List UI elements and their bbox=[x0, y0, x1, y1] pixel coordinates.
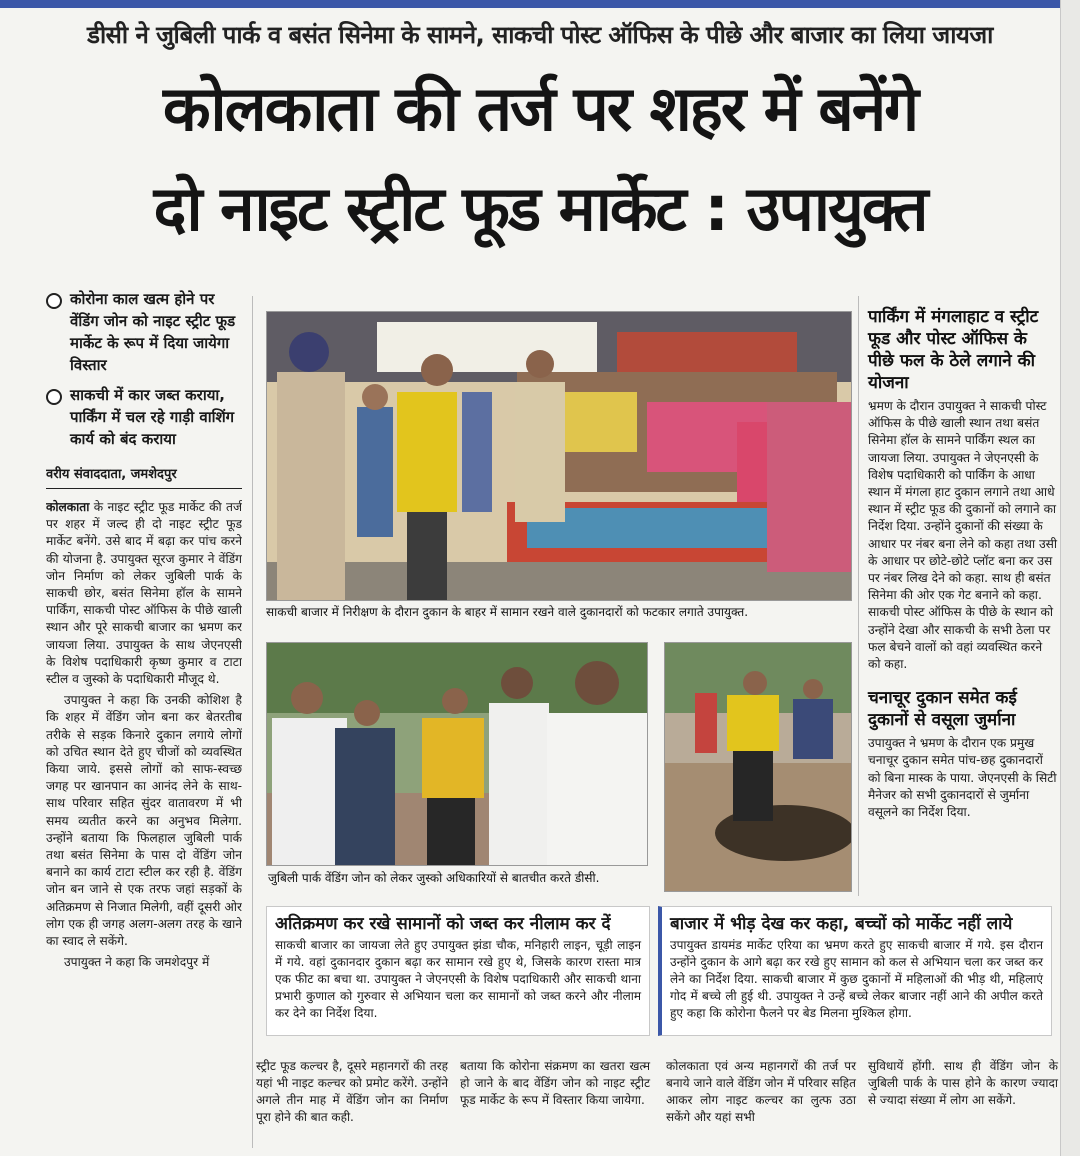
box-title: बाजार में भीड़ देख कर कहा, बच्चों को मार्केट नहीं लाये bbox=[670, 914, 1013, 934]
bullet-text: कोरोना काल खत्म होने पर वेंडिंग जोन को नाइट स्ट्रीट फूड मार्केट के रूप में दिया जायेगा विस्तार bbox=[70, 290, 236, 374]
photo-caption: जुबिली पार्क वेंडिंग जोन को लेकर जुस्को अधिकारियों से बातचीत करते डीसी. bbox=[268, 871, 600, 885]
box-title: अतिक्रमण कर रखे सामानों को जब्त कर नीलाम कर दें bbox=[275, 914, 611, 934]
bullet-circle-icon bbox=[46, 293, 62, 309]
sidebar-paragraph: भ्रमण के दौरान उपायुक्त ने साकची पोस्ट ऑफिस के पीछे खाली स्थान तथा बसंत सिनेमा हॉल के सामने पार्किंग स्थल का जायजा लिया. उपायुक्त ने जेएनएसी के विशेष पदाधिकारी को पार्किंग के आधा स्थान में मंगला हाट दुकान लगाने तथा आधे स्थान में स्ट्रीट फूड की दुकानों को लगाने का निर्देश दिया. उन्होंने दुकानों की संख्या के आधार पर नंबर बना लेने को कहा तथा उसी के आधार पर छोटे-छोटे प्लॉट बना कर उस पर नंबर लिख देने को कहा. साथ ही बसंत सिनेमा की ओर एक गेट बनाने को कहा. साकची पोस्ट ऑफिस के पीछे के स्थान को उन्होंने देखा और साकची के सभी ठेला पर फल बेचने वालों को वहां व्यवस्थित करने को कहा. bbox=[868, 399, 1058, 672]
paragraph-text: के नाइट स्ट्रीट फूड मार्केट की तर्ज पर शहर में जल्द ही दो नाइट स्ट्रीट फूड मार्केट बनेंगे. उसे बाद में बढ़ा कर पांच करने की योजना है. उपायुक्त सूरज कुमार ने वेंडिंग जोन निर्माण को लेकर जुबिली पार्क के साकची छोर, बसंत सिनेमा हॉल के सामने पार्किंग, साकची पोस्ट ऑफिस के पीछे खाली स्थान और पूरे साकची बाजार का भ्रमण कर जायजा लिया. उपायुक्त के साथ जेएनएसी के विशेष पदाधिकारी कृष्ण कुमार व टाटा स्टील व जुस्को के पदाधिकारी मौजूद थे. bbox=[46, 500, 242, 687]
photo-market-inspection bbox=[266, 311, 852, 601]
bullet-text: साकची में कार जब्त कराया, पार्किंग में चल रहे गाड़ी वाशिंग कार्य को बंद कराया bbox=[70, 386, 235, 448]
left-column bbox=[46, 288, 242, 1148]
right-sidebar bbox=[868, 306, 1058, 821]
sidebar-paragraph: उपायुक्त ने भ्रमण के दौरान एक प्रमुख चनाचूर दुकान समेत पांच-छह दुकानदारों को बिना मास्क के पाया. जेएनएसी के सिटी मैनेजर को सभी दुकानदारों से जुर्माना वसूलने का निर्देश दिया. bbox=[868, 736, 1057, 820]
sidebar-subheading: पार्किंग में मंगलाहाट व स्ट्रीट फूड और पोस्ट ऑफिस के पीछे फल के ठेले लगाने की योजना bbox=[868, 307, 1039, 393]
article-paragraph: उपायुक्त ने कहा कि उनकी कोशिश है कि शहर में वेंडिंग जोन बना कर बेतरतीब तरीके से सड़क किनारे दुकान लगाये लोगों को उचित स्थान देते हुए चीजों को व्यवस्थित किया जाये. इससे लोगों को साफ-स्वच्छ जगह पर खानपान का आनंद लेने के साथ-साथ परिवार सहित सुंदर वातावरण में भी समय व्यतीत करने का अनुभव मिलेगा. उन्होंने बताया कि फिलहाल जुबिली पार्क तथा बसंत सिनेमा के पास दो वेंडिंग जोन बनाने का कार्य टाटा स्टील कर रही है. वेंडिंग जोन बन जाने से एक तरफ जहां सड़कों के अतिक्रमण से निजात मिलेगी, वहीं दूसरी ओर लोग एक ही जगह अलग-अलग तरह के खाने का स्वाद ले सकेंगे. bbox=[46, 693, 242, 949]
article-paragraph bbox=[46, 499, 242, 688]
lead-word: कोलकाता bbox=[46, 500, 90, 514]
bullet-circle-icon bbox=[46, 389, 62, 405]
footer-column: कोलकाता एवं अन्य महानगरों की तर्ज पर बनाये जाने वाले वेंडिंग जोन में परिवार सहित आकर लोग नाइट कल्चर का लुत्फ उठा सकेंगे और यहां सभी bbox=[666, 1059, 856, 1124]
box-text: साकची बाजार का जायजा लेते हुए उपायुक्त झंडा चौक, मनिहारी लाइन, चूड़ी लाइन में गये. वहां दुकानदार दुकान बढ़ा कर सामान रखे हुए थे, जिसके कारण रास्ता मात्र एक फीट का बचा था. उपायुक्त ने जेएनएसी के विशेष पदाधिकारी और साकची थाना प्रभारी कुणाल को गुरुवार से अभियान चला कर सामानों को जब्त करने और नीलाम कर देने का निर्देश दिया. bbox=[275, 938, 641, 1020]
adjacent-page-edge bbox=[1060, 0, 1080, 1156]
column-divider bbox=[252, 296, 253, 1148]
footer-column: बताया कि कोरोना संक्रमण का खतरा खत्म हो जाने के बाद वेंडिंग जोन को नाइट स्ट्रीट फूड मार्केट के रूप में विस्तार किया जायेगा. bbox=[460, 1059, 650, 1107]
photo-jubilee-park bbox=[266, 642, 648, 866]
kicker-headline: डीसी ने जुबिली पार्क व बसंत सिनेमा के सामने, साकची पोस्ट ऑफिस के पीछे और बाजार का लिया जायजा bbox=[87, 21, 993, 49]
boxed-story-crowd bbox=[658, 906, 1052, 1036]
footer-column: स्ट्रीट फूड कल्चर है, दूसरे महानगरों की तरह यहां भी नाइट कल्चर को प्रमोट करेंगे. उन्होंने अगले तीन माह में वेंडिंग जोन का निर्माण पूरा होने की बात कही. bbox=[256, 1059, 448, 1124]
main-headline-line-2: दो नाइट स्ट्रीट फूड मार्केट : उपायुक्त bbox=[153, 172, 927, 245]
box-text: उपायुक्त डायमंड मार्केट एरिया का भ्रमण करते हुए साकची बाजार में गये. इस दौरान उन्होंने दुकान के आगे बढ़ा कर रखे हुए सामान को कल से अभियान चला कर जब्त कर लेने का निर्देश दिया. साकची बाजार में कुछ दुकानों में महिलाओं की भीड़ थी, महिलाएं गोद में बच्चे ली हुई थी. उपायुक्त ने उन्हें बच्चे लेकर बाजार नहीं आने की अपील करते हुए कहा कि कोरोना फैलने पर बेड मिलना मुश्किल होगा. bbox=[670, 938, 1043, 1020]
main-headline-line-1: कोलकाता की तर्ज पर शहर में बनेंगे bbox=[162, 72, 918, 145]
footer-column: सुविधायें होंगी. साथ ही वेंडिंग जोन के जुबिली पार्क के पास होने के कारण ज्यादा से ज्यादा संख्या में लोग आ सकेंगे. bbox=[868, 1059, 1058, 1107]
sidebar-subheading: चनाचूर दुकान समेत कई दुकानों से वसूला जुर्माना bbox=[868, 688, 1017, 731]
bullet-point bbox=[46, 288, 242, 376]
bullet-point bbox=[46, 384, 242, 450]
byline: वरीय संवाददाता, जमशेदपुर bbox=[46, 458, 242, 489]
top-color-strip bbox=[0, 0, 1080, 8]
article-paragraph: उपायुक्त ने कहा कि जमशेदपुर में bbox=[64, 955, 210, 970]
boxed-story-encroachment bbox=[266, 906, 650, 1036]
column-divider bbox=[858, 296, 859, 896]
photo-site-pit bbox=[664, 642, 852, 892]
photo-caption: साकची बाजार में निरीक्षण के दौरान दुकान के बाहर में सामान रखने वाले दुकानदारों को फटकार लगाते उपायुक्त. bbox=[266, 605, 749, 619]
